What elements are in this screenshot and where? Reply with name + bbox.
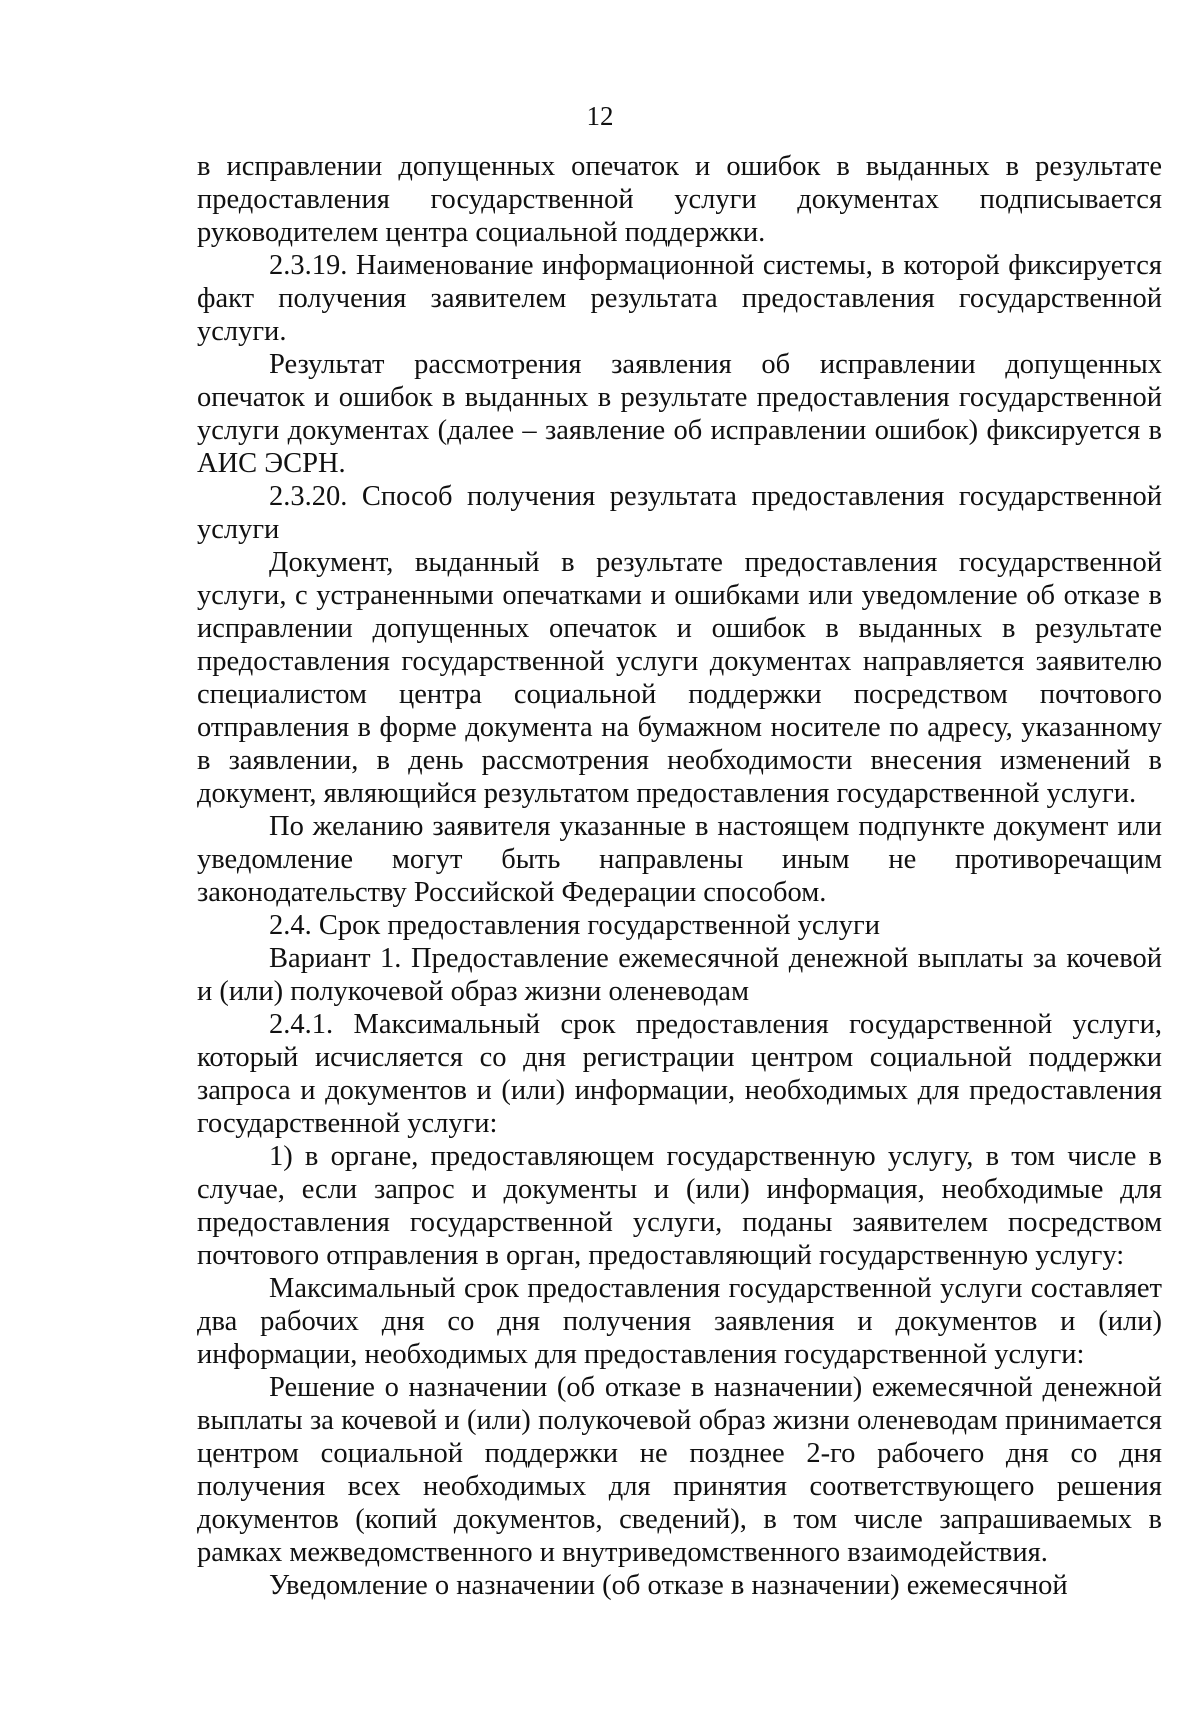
paragraph-item-1: 1) в органе, предоставляющем государственную услугу, в том числе в случае, если запрос и документы и (или) информация, необходимые для предоставления государственной услуги, поданы заявителем посредством почтового отправления в орган, предоставляющий государственную услугу: (197, 1141, 1162, 1271)
paragraph-2-3-19: 2.3.19. Наименование информационной системы, в которой фиксируется факт получения заявителем результата предоставления государственной услуги. (197, 250, 1162, 347)
paragraph-max-term: Максимальный срок предоставления государственной услуги составляет два рабочих дня со дня получения заявления и документов и (или) информации, необходимых для предоставления государственной услуги: (197, 1273, 1162, 1370)
paragraph-continuation: в исправлении допущенных опечаток и ошибок в выданных в результате предоставления государственной услуги документах подписывается руководителем центра социальной поддержки. (197, 151, 1162, 248)
document-body (197, 150, 1162, 1602)
paragraph-2-4-1: 2.4.1. Максимальный срок предоставления государственной услуги, который исчисляется со дня регистрации центром социальной поддержки запроса и документов и (или) информации, необходимых для предоставления государственной услуги: (197, 1009, 1162, 1139)
paragraph-2-4-heading: 2.4. Срок предоставления государственной услуги (269, 910, 880, 941)
paragraph-decision: Решение о назначении (об отказе в назначении) ежемесячной денежной выплаты за кочевой и (или) полукочевой образ жизни оленеводам принимается центром социальной поддержки не позднее 2-го рабочего дня со дня получения всех необходимых для принятия соответствующего решения документов (копий документов, сведений), в том числе запрашиваемых в рамках межведомственного и внутриведомственного взаимодействия. (197, 1372, 1162, 1568)
paragraph-review-result: Результат рассмотрения заявления об исправлении допущенных опечаток и ошибок в выданных в результате предоставления государственной услуги документах (далее – заявление об исправлении ошибок) фиксируется в АИС ЭСРН. (197, 349, 1162, 479)
paragraph-applicant-wish: По желанию заявителя указанные в настоящем подпункте документ или уведомление могут быть направлены иным не противоречащим законодательству Российской Федерации способом. (197, 811, 1162, 908)
paragraph-notification: Уведомление о назначении (об отказе в назначении) ежемесячной (269, 1570, 1068, 1601)
paragraph-document-issued: Документ, выданный в результате предоставления государственной услуги, с устраненными опечатками и ошибками или уведомление об отказе в исправлении допущенных опечаток и ошибок в выданных в результате предоставления государственной услуги документах направляется заявителю специалистом центра социальной поддержки посредством почтового отправления в форме документа на бумажном носителе по адресу, указанному в заявлении, в день рассмотрения необходимости внесения изменений в документ, являющийся результатом предоставления государственной услуги. (197, 547, 1162, 809)
page-number: 12 (586, 101, 614, 131)
paragraph-2-3-20: 2.3.20. Способ получения результата предоставления государственной услуги (197, 481, 1162, 545)
paragraph-variant-1: Вариант 1. Предоставление ежемесячной денежной выплаты за кочевой и (или) полукочевой образ жизни оленеводам (197, 943, 1162, 1007)
